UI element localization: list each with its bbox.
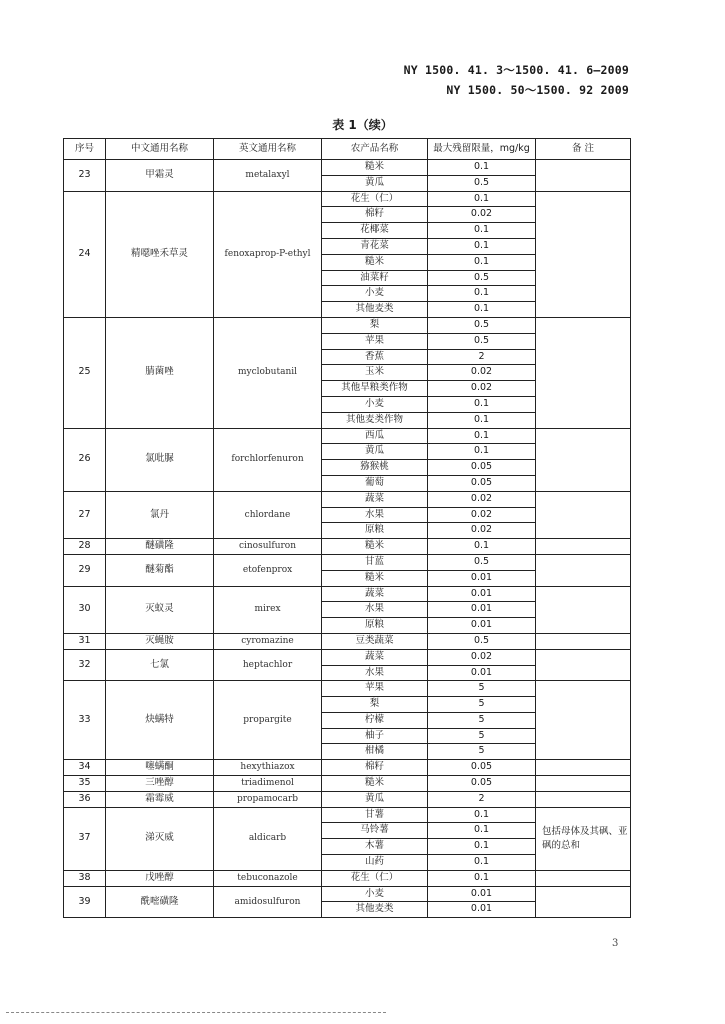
remarks-cell <box>536 428 631 491</box>
remarks-cell <box>536 586 631 633</box>
product-name-cell: 花生（仁） <box>322 191 428 207</box>
product-name-cell: 青花菜 <box>322 238 428 254</box>
product-name-cell: 糙米 <box>322 570 428 586</box>
residue-limit-cell: 0.5 <box>428 175 536 191</box>
product-name-cell: 其他麦类作物 <box>322 412 428 428</box>
product-name-cell: 玉米 <box>322 365 428 381</box>
product-name-cell: 糙米 <box>322 776 428 792</box>
residue-limit-cell: 0.05 <box>428 776 536 792</box>
english-name-cell: forchlorfenuron <box>214 428 322 491</box>
table-caption: 表 1（续） <box>332 118 393 132</box>
serial-number-cell: 28 <box>64 539 106 555</box>
residue-limit-cell: 0.02 <box>428 491 536 507</box>
english-name-cell: chlordane <box>214 491 322 538</box>
serial-number-cell: 29 <box>64 554 106 586</box>
residue-limit-cell: 0.1 <box>428 302 536 318</box>
residue-limit-cell: 0.02 <box>428 207 536 223</box>
product-name-cell: 水果 <box>322 665 428 681</box>
residue-limit-cell: 5 <box>428 681 536 697</box>
serial-number-cell: 38 <box>64 870 106 886</box>
residue-limit-cell: 0.5 <box>428 633 536 649</box>
serial-number-cell: 36 <box>64 791 106 807</box>
product-name-cell: 原粮 <box>322 618 428 634</box>
product-name-cell: 小麦 <box>322 886 428 902</box>
table-row <box>64 191 631 207</box>
remarks-cell <box>536 539 631 555</box>
residue-limit-cell: 0.02 <box>428 649 536 665</box>
chinese-name-cell: 炔螨特 <box>106 681 214 760</box>
serial-number-cell: 26 <box>64 428 106 491</box>
table-header-row <box>64 139 631 160</box>
chinese-name-cell: 七氯 <box>106 649 214 681</box>
remarks-cell <box>536 776 631 792</box>
residue-limit-cell: 0.01 <box>428 586 536 602</box>
product-name-cell: 香蕉 <box>322 349 428 365</box>
residue-limit-cell: 5 <box>428 744 536 760</box>
product-name-cell: 蔬菜 <box>322 491 428 507</box>
residue-limit-cell: 0.02 <box>428 365 536 381</box>
serial-number-cell: 34 <box>64 760 106 776</box>
product-name-cell: 梨 <box>322 317 428 333</box>
residue-limit-cell: 0.1 <box>428 428 536 444</box>
residue-limit-cell: 0.5 <box>428 333 536 349</box>
residue-limit-cell: 0.1 <box>428 855 536 871</box>
english-name-cell: mirex <box>214 586 322 633</box>
serial-number-cell: 37 <box>64 807 106 870</box>
table-row <box>64 760 631 776</box>
product-name-cell: 猕猴桃 <box>322 460 428 476</box>
residue-limit-cell: 0.1 <box>428 191 536 207</box>
serial-number-cell: 30 <box>64 586 106 633</box>
remarks-cell <box>536 886 631 918</box>
table-body <box>64 160 631 918</box>
product-name-cell: 其他旱粮类作物 <box>322 381 428 397</box>
product-name-cell: 甘蓝 <box>322 554 428 570</box>
chinese-name-cell: 醚菊酯 <box>106 554 214 586</box>
english-name-cell: propargite <box>214 681 322 760</box>
product-name-cell: 糙米 <box>322 254 428 270</box>
product-name-cell: 豆类蔬菜 <box>322 633 428 649</box>
residue-limit-cell: 0.01 <box>428 886 536 902</box>
serial-number-cell: 31 <box>64 633 106 649</box>
chinese-name-cell: 甲霜灵 <box>106 160 214 192</box>
product-name-cell: 柠檬 <box>322 712 428 728</box>
residue-limit-cell: 0.05 <box>428 475 536 491</box>
product-name-cell: 小麦 <box>322 396 428 412</box>
english-name-cell: propamocarb <box>214 791 322 807</box>
residue-limit-cell: 0.1 <box>428 223 536 239</box>
product-name-cell: 黄瓜 <box>322 175 428 191</box>
table-row <box>64 539 631 555</box>
product-name-cell: 小麦 <box>322 286 428 302</box>
residue-limit-cell: 0.01 <box>428 902 536 918</box>
product-name-cell: 梨 <box>322 697 428 713</box>
table-row <box>64 428 631 444</box>
residue-limit-cell: 0.5 <box>428 317 536 333</box>
table-row <box>64 681 631 697</box>
residue-limit-cell: 0.1 <box>428 286 536 302</box>
english-name-cell: tebuconazole <box>214 870 322 886</box>
product-name-cell: 棉籽 <box>322 760 428 776</box>
header-max-residue-limit: 最大残留限量，mg/kg <box>428 139 536 160</box>
table-row <box>64 554 631 570</box>
product-name-cell: 木薯 <box>322 839 428 855</box>
serial-number-cell: 32 <box>64 649 106 681</box>
table-row <box>64 317 631 333</box>
page-number: 3 <box>612 938 619 949</box>
residue-limit-cell: 0.01 <box>428 665 536 681</box>
serial-number-cell: 27 <box>64 491 106 538</box>
chinese-name-cell: 三唑醇 <box>106 776 214 792</box>
product-name-cell: 水果 <box>322 507 428 523</box>
english-name-cell: heptachlor <box>214 649 322 681</box>
remarks-cell <box>536 160 631 192</box>
residue-limit-cell: 0.1 <box>428 539 536 555</box>
residue-limit-cell: 0.5 <box>428 270 536 286</box>
table-row <box>64 491 631 507</box>
chinese-name-cell: 噻螨酮 <box>106 760 214 776</box>
chinese-name-cell: 氯丹 <box>106 491 214 538</box>
residue-limit-cell: 0.02 <box>428 507 536 523</box>
remarks-cell <box>536 491 631 538</box>
residue-limit-cell: 0.01 <box>428 570 536 586</box>
remarks-cell <box>536 681 631 760</box>
remarks-cell <box>536 760 631 776</box>
english-name-cell: metalaxyl <box>214 160 322 192</box>
remarks-cell: 包括母体及其砜、亚砜的总和 <box>536 807 631 870</box>
product-name-cell: 油菜籽 <box>322 270 428 286</box>
residue-limit-cell: 0.05 <box>428 460 536 476</box>
residue-limit-cell: 0.05 <box>428 760 536 776</box>
residue-limit-cell: 0.01 <box>428 602 536 618</box>
english-name-cell: fenoxaprop-P-ethyl <box>214 191 322 317</box>
product-name-cell: 花生（仁） <box>322 870 428 886</box>
header-chinese-name: 中文通用名称 <box>106 139 214 160</box>
remarks-cell <box>536 791 631 807</box>
residue-limit-cell: 0.02 <box>428 523 536 539</box>
residue-limit-cell: 0.1 <box>428 807 536 823</box>
remarks-cell <box>536 649 631 681</box>
serial-number-cell: 25 <box>64 317 106 428</box>
product-name-cell: 糙米 <box>322 160 428 176</box>
residue-limit-cell: 0.02 <box>428 381 536 397</box>
chinese-name-cell: 腈菌唑 <box>106 317 214 428</box>
english-name-cell: etofenprox <box>214 554 322 586</box>
residue-limit-cell: 0.1 <box>428 412 536 428</box>
table-row <box>64 807 631 823</box>
chinese-name-cell: 醚磺隆 <box>106 539 214 555</box>
table-row <box>64 886 631 902</box>
residue-limit-cell: 2 <box>428 791 536 807</box>
product-name-cell: 苹果 <box>322 333 428 349</box>
standard-number-line-1: NY 1500. 41. 3～1500. 41. 6—2009 <box>403 63 629 77</box>
chinese-name-cell: 戊唑醇 <box>106 870 214 886</box>
header-product-name: 农产品名称 <box>322 139 428 160</box>
remarks-cell <box>536 191 631 317</box>
english-name-cell: aldicarb <box>214 807 322 870</box>
product-name-cell: 原粮 <box>322 523 428 539</box>
table-row <box>64 649 631 665</box>
english-name-cell: triadimenol <box>214 776 322 792</box>
serial-number-cell: 24 <box>64 191 106 317</box>
english-name-cell: amidosulfuron <box>214 886 322 918</box>
product-name-cell: 西瓜 <box>322 428 428 444</box>
product-name-cell: 棉籽 <box>322 207 428 223</box>
product-name-cell: 蔬菜 <box>322 649 428 665</box>
product-name-cell: 黄瓜 <box>322 444 428 460</box>
serial-number-cell: 23 <box>64 160 106 192</box>
product-name-cell: 马铃薯 <box>322 823 428 839</box>
serial-number-cell: 39 <box>64 886 106 918</box>
product-name-cell: 糙米 <box>322 539 428 555</box>
residue-limit-cell: 0.1 <box>428 870 536 886</box>
residue-limit-cell: 0.1 <box>428 254 536 270</box>
table-row <box>64 776 631 792</box>
product-name-cell: 黄瓜 <box>322 791 428 807</box>
chinese-name-cell: 精噁唑禾草灵 <box>106 191 214 317</box>
residue-limit-cell: 0.1 <box>428 396 536 412</box>
serial-number-cell: 35 <box>64 776 106 792</box>
table-row <box>64 870 631 886</box>
remarks-cell <box>536 317 631 428</box>
table-row <box>64 633 631 649</box>
residue-limit-cell: 0.1 <box>428 444 536 460</box>
product-name-cell: 甘薯 <box>322 807 428 823</box>
english-name-cell: hexythiazox <box>214 760 322 776</box>
product-name-cell: 蔬菜 <box>322 586 428 602</box>
serial-number-cell: 33 <box>64 681 106 760</box>
header-english-name: 英文通用名称 <box>214 139 322 160</box>
header-remarks: 备 注 <box>536 139 631 160</box>
product-name-cell: 苹果 <box>322 681 428 697</box>
residue-limit-cell: 5 <box>428 712 536 728</box>
remarks-cell <box>536 633 631 649</box>
chinese-name-cell: 灭蚁灵 <box>106 586 214 633</box>
table-row <box>64 160 631 176</box>
english-name-cell: cinosulfuron <box>214 539 322 555</box>
table-row <box>64 791 631 807</box>
residue-limit-cell: 0.01 <box>428 618 536 634</box>
product-name-cell: 葡萄 <box>322 475 428 491</box>
product-name-cell: 花椰菜 <box>322 223 428 239</box>
header-serial-number: 序号 <box>64 139 106 160</box>
residue-limit-cell: 0.1 <box>428 238 536 254</box>
product-name-cell: 其他麦类 <box>322 902 428 918</box>
english-name-cell: myclobutanil <box>214 317 322 428</box>
table-row <box>64 586 631 602</box>
residue-limit-cell: 5 <box>428 728 536 744</box>
product-name-cell: 其他麦类 <box>322 302 428 318</box>
chinese-name-cell: 涕灭威 <box>106 807 214 870</box>
chinese-name-cell: 灭蝇胺 <box>106 633 214 649</box>
residue-limit-cell: 2 <box>428 349 536 365</box>
product-name-cell: 柚子 <box>322 728 428 744</box>
residue-limit-cell: 5 <box>428 697 536 713</box>
residue-limit-cell: 0.1 <box>428 160 536 176</box>
chinese-name-cell: 氯吡脲 <box>106 428 214 491</box>
product-name-cell: 山药 <box>322 855 428 871</box>
english-name-cell: cyromazine <box>214 633 322 649</box>
residue-limit-table <box>63 138 631 918</box>
scan-edge-line <box>6 1012 386 1013</box>
product-name-cell: 水果 <box>322 602 428 618</box>
remarks-cell <box>536 554 631 586</box>
residue-limit-cell: 0.1 <box>428 839 536 855</box>
chinese-name-cell: 霜霉威 <box>106 791 214 807</box>
residue-limit-cell: 0.1 <box>428 823 536 839</box>
product-name-cell: 柑橘 <box>322 744 428 760</box>
standard-number-line-2: NY 1500. 50～1500. 92 2009 <box>446 83 629 97</box>
chinese-name-cell: 酰嘧磺隆 <box>106 886 214 918</box>
residue-limit-cell: 0.5 <box>428 554 536 570</box>
remarks-cell <box>536 870 631 886</box>
